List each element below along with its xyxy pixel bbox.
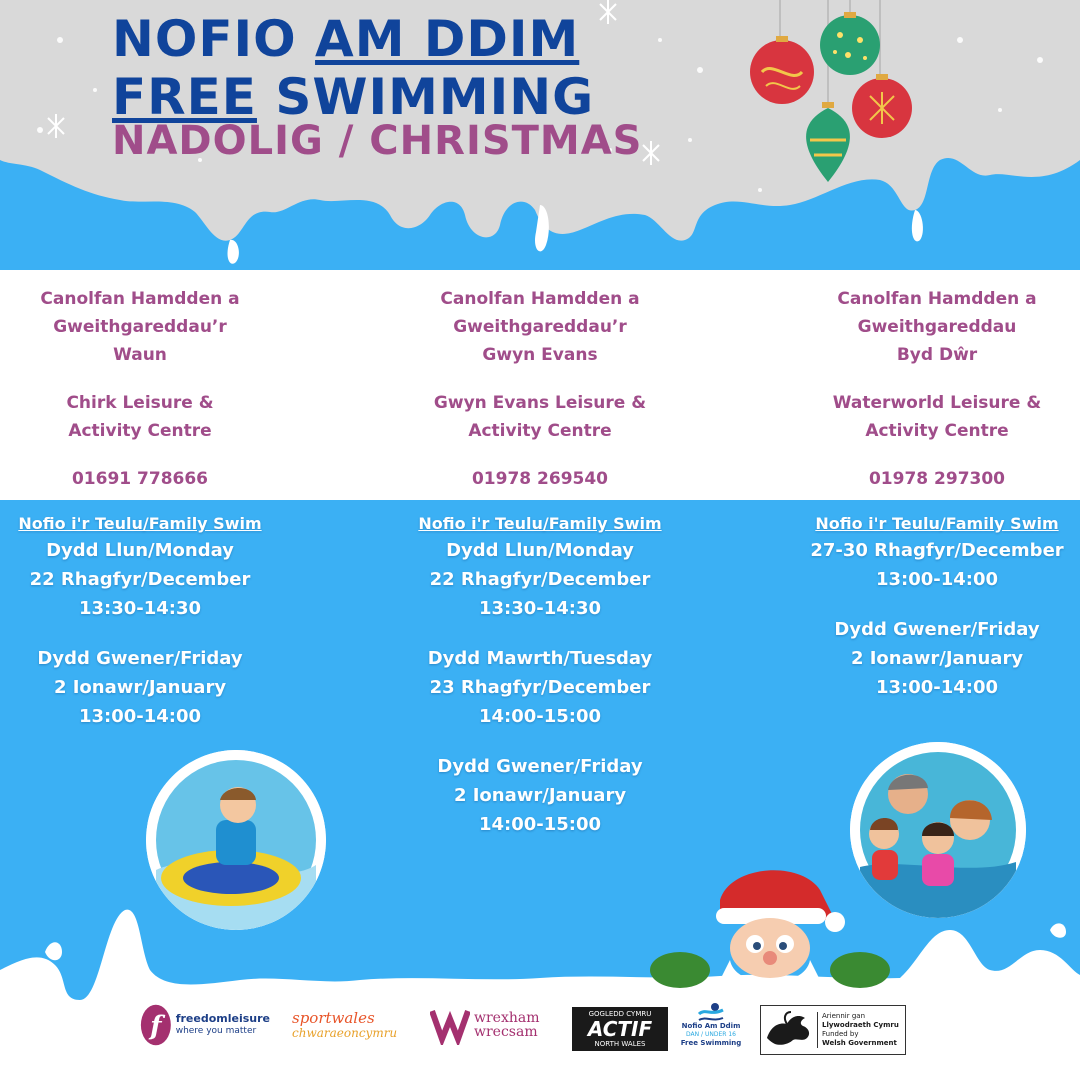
actif-north-wales-logo	[572, 1007, 668, 1051]
session-time: 14:00-15:00	[478, 814, 602, 835]
welsh-government-logo	[760, 1005, 906, 1055]
freedom-leisure-tagline: where you matter	[175, 1026, 257, 1036]
session-date: 2 Ionawr/January	[453, 785, 627, 806]
welsh-dragon-icon	[761, 1008, 817, 1052]
venue-name-cy-line: Gweithgareddau’r	[453, 317, 627, 337]
schedule-heading: Nofio i'r Teulu/Family Swim	[18, 514, 262, 533]
actif-top-text: GOGLEDD CYMRU	[588, 1010, 652, 1018]
session-time: 13:30-14:30	[78, 598, 202, 619]
sport-wales-name: sportwales	[292, 1009, 375, 1027]
schedule-waterworld	[757, 512, 1080, 702]
session-day: Dydd Gwener/Friday	[834, 619, 1040, 640]
title-word-am-ddim: AM DDIM	[315, 10, 580, 68]
welsh-gov-funded-en: Funded by	[822, 1030, 859, 1038]
welsh-gov-name-cy: Llywodraeth Cymru	[822, 1021, 899, 1029]
free-swimming-logo	[680, 995, 742, 1055]
session-date: 22 Rhagfyr/December	[29, 569, 251, 590]
page-subtitle: NADOLIG / CHRISTMAS	[112, 118, 643, 164]
freedom-leisure-name: freedomleisure	[175, 1012, 270, 1025]
wrecsam-name: wrecsam	[474, 1024, 538, 1040]
venue-name-en-line: Chirk Leisure &	[66, 393, 214, 413]
schedule-gwyn-evans	[360, 512, 720, 839]
title-word-nofio: NOFIO	[112, 10, 297, 68]
wrexham-w-icon	[430, 1005, 470, 1045]
welsh-gov-funded-cy: Ariennir gan	[822, 1012, 866, 1020]
venue-name-cy-line: Canolfan Hamdden a	[40, 289, 240, 309]
wrexham-council-logo	[430, 995, 550, 1055]
sponsor-logos	[0, 995, 1080, 1065]
venue-name-cy-line: Gweithgareddau	[857, 317, 1017, 337]
svg-text:f: f	[150, 1010, 162, 1042]
venue-gwyn-evans	[360, 285, 720, 493]
venue-name-cy-line: Gweithgareddau’r	[53, 317, 227, 337]
session-time: 13:00-14:00	[875, 677, 999, 698]
title-word-swimming: SWIMMING	[275, 68, 595, 126]
session-date: 22 Rhagfyr/December	[429, 569, 651, 590]
venue-name-cy-line: Waun	[113, 345, 167, 365]
actif-main-text: ACTIF	[587, 1017, 653, 1041]
session-day: Dydd Gwener/Friday	[437, 756, 643, 777]
free-swimming-text-en: Free Swimming	[680, 1039, 742, 1047]
venue-name-en-line: Activity Centre	[468, 421, 612, 441]
session-date: 27-30 Rhagfyr/December	[810, 540, 1064, 561]
venue-name-cy-line: Canolfan Hamdden a	[837, 289, 1037, 309]
free-swimming-text-cy: Nofio Am Ddim	[681, 1022, 741, 1030]
freedom-leisure-f-icon	[140, 1000, 172, 1050]
sport-wales-name-cy: chwaraeoncymru	[292, 1026, 398, 1040]
free-swimming-age: DAN / UNDER 16	[686, 1031, 736, 1038]
venue-name-cy-line: Canolfan Hamdden a	[440, 289, 640, 309]
session-day: Dydd Mawrth/Tuesday	[427, 648, 653, 669]
welsh-gov-name-en: Welsh Government	[822, 1039, 897, 1047]
venue-name-en-line: Activity Centre	[68, 421, 212, 441]
session-day: Dydd Gwener/Friday	[37, 648, 243, 669]
session-time: 13:00-14:00	[875, 569, 999, 590]
venue-phone: 01691 778666	[71, 469, 209, 489]
wrexham-name: wrexham	[474, 1010, 540, 1026]
sport-wales-logo	[292, 995, 410, 1055]
venue-phone: 01978 297300	[868, 469, 1006, 489]
session-time: 13:00-14:00	[78, 706, 202, 727]
actif-bottom-text: NORTH WALES	[594, 1040, 646, 1048]
venue-chirk	[0, 285, 320, 493]
swimmer-icon	[697, 1002, 725, 1022]
session-time: 13:30-14:30	[478, 598, 602, 619]
venue-phone: 01978 269540	[471, 469, 609, 489]
schedule-heading: Nofio i'r Teulu/Family Swim	[815, 514, 1059, 533]
session-day: Dydd Llun/Monday	[446, 540, 634, 561]
schedule-chirk	[0, 512, 320, 731]
venue-name-cy-line: Byd Dŵr	[896, 345, 978, 365]
schedule-heading: Nofio i'r Teulu/Family Swim	[418, 514, 662, 533]
session-date: 23 Rhagfyr/December	[429, 677, 651, 698]
title-word-free: FREE	[112, 68, 257, 126]
christmas-baubles-icon	[740, 0, 930, 200]
freedom-leisure-logo	[140, 995, 270, 1055]
session-day: Dydd Llun/Monday	[46, 540, 234, 561]
venue-name-en-line: Waterworld Leisure &	[832, 393, 1042, 413]
page-title	[112, 10, 594, 126]
venue-name-en-line: Activity Centre	[865, 421, 1009, 441]
venue-waterworld	[757, 285, 1080, 493]
session-date: 2 Ionawr/January	[850, 648, 1024, 669]
venue-name-cy-line: Gwyn Evans	[482, 345, 598, 365]
santa-peeking-icon	[650, 860, 890, 990]
session-date: 2 Ionawr/January	[53, 677, 227, 698]
session-time: 14:00-15:00	[478, 706, 602, 727]
venue-name-en-line: Gwyn Evans Leisure &	[433, 393, 647, 413]
